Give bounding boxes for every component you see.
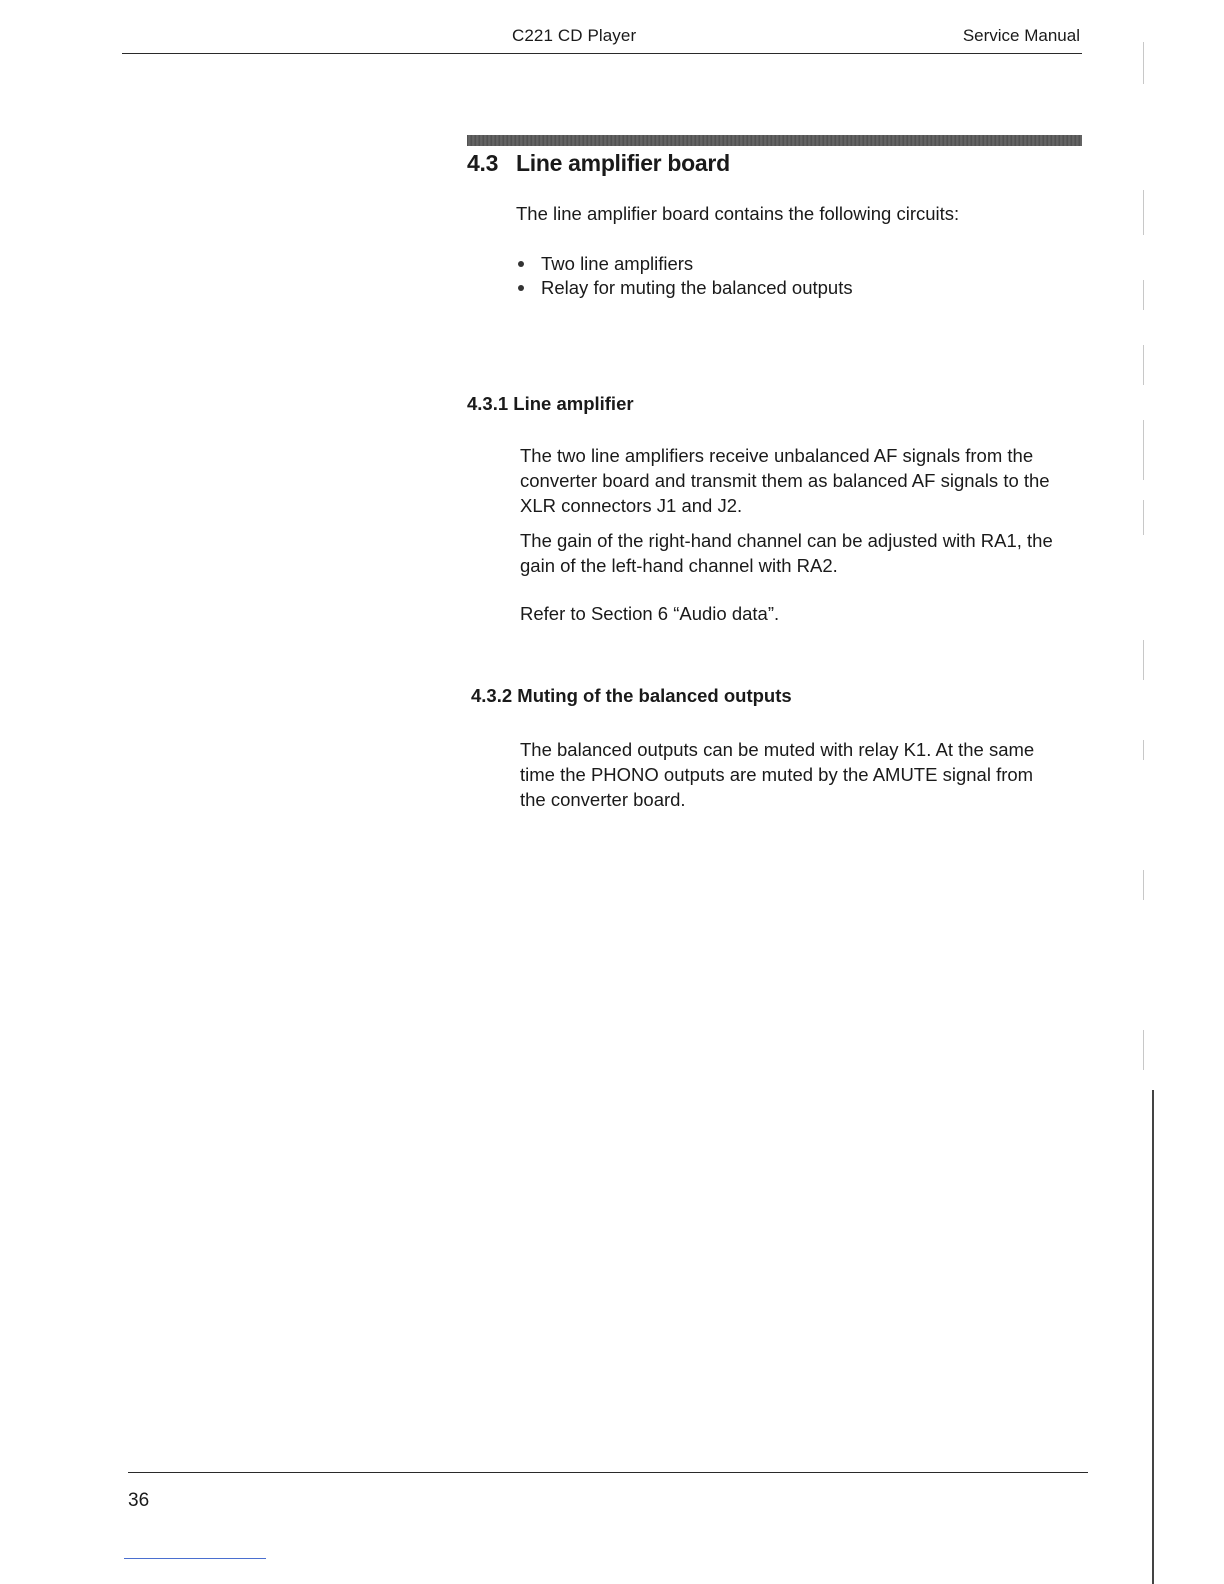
text-line: time the PHONO outputs are muted by the AMUTE signal from [520,764,1034,785]
bullet-icon [518,261,524,267]
binding-edge-mark [1143,640,1144,680]
running-header-title: C221 CD Player [512,26,637,45]
binding-edge-mark [1143,1030,1144,1070]
subsection-heading-muting: 4.3.2 Muting of the balanced outputs [471,685,792,706]
section-number: 4.3 [467,150,499,176]
text-line: gain of the left-hand channel with RA2. [520,555,838,576]
text-line: The two line amplifiers receive unbalanced AF signals from the [520,445,1034,466]
paragraph-muting [520,737,1090,812]
text-line: The gain of the right-hand channel can be adjusted with RA1, the [520,530,1053,551]
paragraph-reference: Refer to Section 6 “Audio data”. [520,603,780,624]
section-intro: The line amplifier board contains the following circuits: [516,203,960,224]
subsection-heading-line-amplifier: 4.3.1 Line amplifier [467,393,634,414]
binding-edge-mark [1143,420,1144,480]
list-item-text: Two line amplifiers [541,253,694,274]
text-line: The balanced outputs can be muted with relay K1. At the same [520,739,1035,760]
list-item [516,276,853,300]
section-band [467,135,1082,146]
binding-edge-mark [1143,280,1144,310]
footer-rule [128,1472,1088,1473]
running-header-doc-type: Service Manual [962,26,1080,45]
binding-edge-mark [1143,740,1144,760]
text-line: XLR connectors J1 and J2. [520,495,743,516]
page-number: 36 [128,1490,150,1511]
paragraph-line-amplifiers [520,443,1090,518]
scan-edge-mark [124,1558,266,1559]
binding-edge-mark [1143,345,1144,385]
text-line: the converter board. [520,789,686,810]
list-item-text: Relay for muting the balanced outputs [541,277,853,298]
bullet-icon [518,285,524,291]
binding-edge-mark [1143,870,1144,900]
binding-edge-mark [1143,190,1144,235]
section-title: Line amplifier board [516,150,730,176]
circuit-list [516,252,853,300]
header-rule [122,53,1082,54]
binding-edge-mark [1143,500,1144,535]
binding-edge-mark [1143,42,1144,84]
paragraph-gain-adjust [520,528,1090,578]
binding-edge-mark [1152,1090,1154,1584]
text-line: converter board and transmit them as balanced AF signals to the [520,470,1050,491]
list-item [516,252,853,276]
